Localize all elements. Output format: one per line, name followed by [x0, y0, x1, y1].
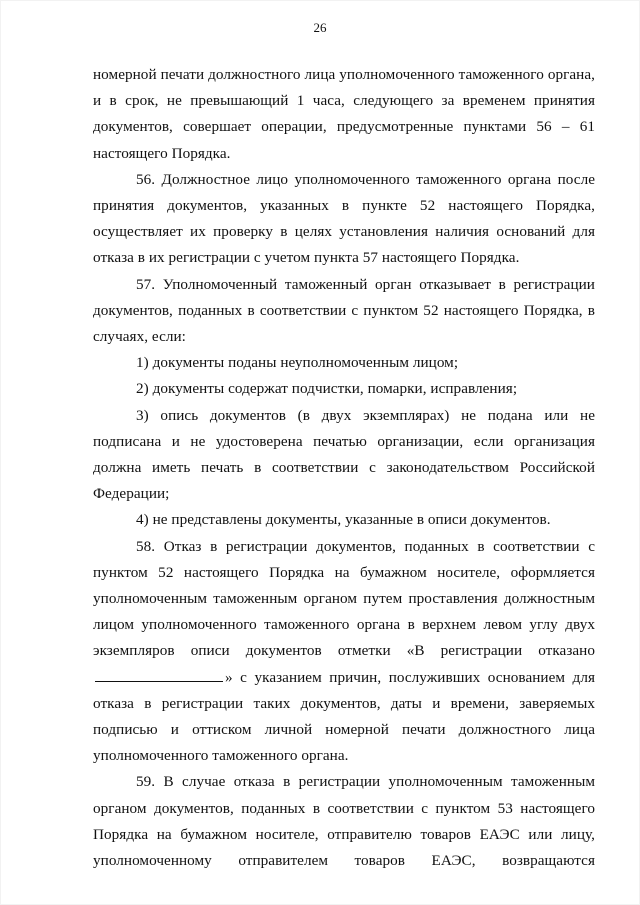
page-number: 26 — [313, 20, 327, 35]
paragraph-58 — [93, 534, 595, 770]
paragraph-57: 57. Уполномоченный таможенный орган отказывает в регистрации документов, поданных в соответствии с пунктом 52 настоящего Порядка, в случаях, если: — [93, 275, 595, 346]
paragraph-57-item-1: 1) документы поданы неуполномоченным лицом; — [136, 354, 459, 372]
paragraph-56: 56. Должностное лицо уполномоченного таможенного органа после принятия документов, указанных в пункте 52 настоящего Порядка, осуществляет их проверку в целях установления наличия оснований для отказа в их регистрации с учетом пункта 57 настоящего Порядка. — [93, 170, 595, 267]
blank-fill-line — [95, 669, 223, 682]
paragraph-59: 59. В случае отказа в регистрации уполномоченным таможенным органом документов, поданных в соответствии с пунктом 53 настоящего Порядка на бумажном носителе, отправителю товаров ЕАЭС или лицу, уполномоченному отправителем товаров ЕАЭС, возвращаются — [93, 773, 595, 870]
document-body — [93, 62, 595, 874]
paragraph-58-part-2: » с указанием причин, послуживших основанием для отказа в регистрации таких документов, даты и времени, заверяемых подписью и оттиском личной номерной печати должностного лица уполномоченного таможенного органа. — [93, 668, 595, 765]
paragraph-57-item-4: 4) не представлены документы, указанные в описи документов. — [136, 511, 551, 529]
paragraph-58-part-1: 58. Отказ в регистрации документов, поданных в соответствии с пунктом 52 настоящего Порядка на бумажном носителе, оформляется уполномоченным таможенным органом путем проставления должностным лицом уполномоченного таможенного органа в верхнем левом углу двух экземпляров описи документов отметки «В регистрации отказано — [93, 537, 595, 660]
paragraph-57-item-3: 3) опись документов (в двух экземплярах) не подана или не подписана и не удостоверена печатью организации, если организация должна иметь печать в соответствии с законодательством Российской Федерации; — [93, 406, 595, 503]
paragraph-57-item-2: 2) документы содержат подчистки, помарки, исправления; — [136, 380, 518, 398]
paragraph-continuation: номерной печати должностного лица уполномоченного таможенного органа, и в срок, не превышающий 1 часа, следующего за временем принятия документов, совершает операции, предусмотренные пунктами 56 – 61 настоящего Порядка. — [93, 66, 595, 162]
